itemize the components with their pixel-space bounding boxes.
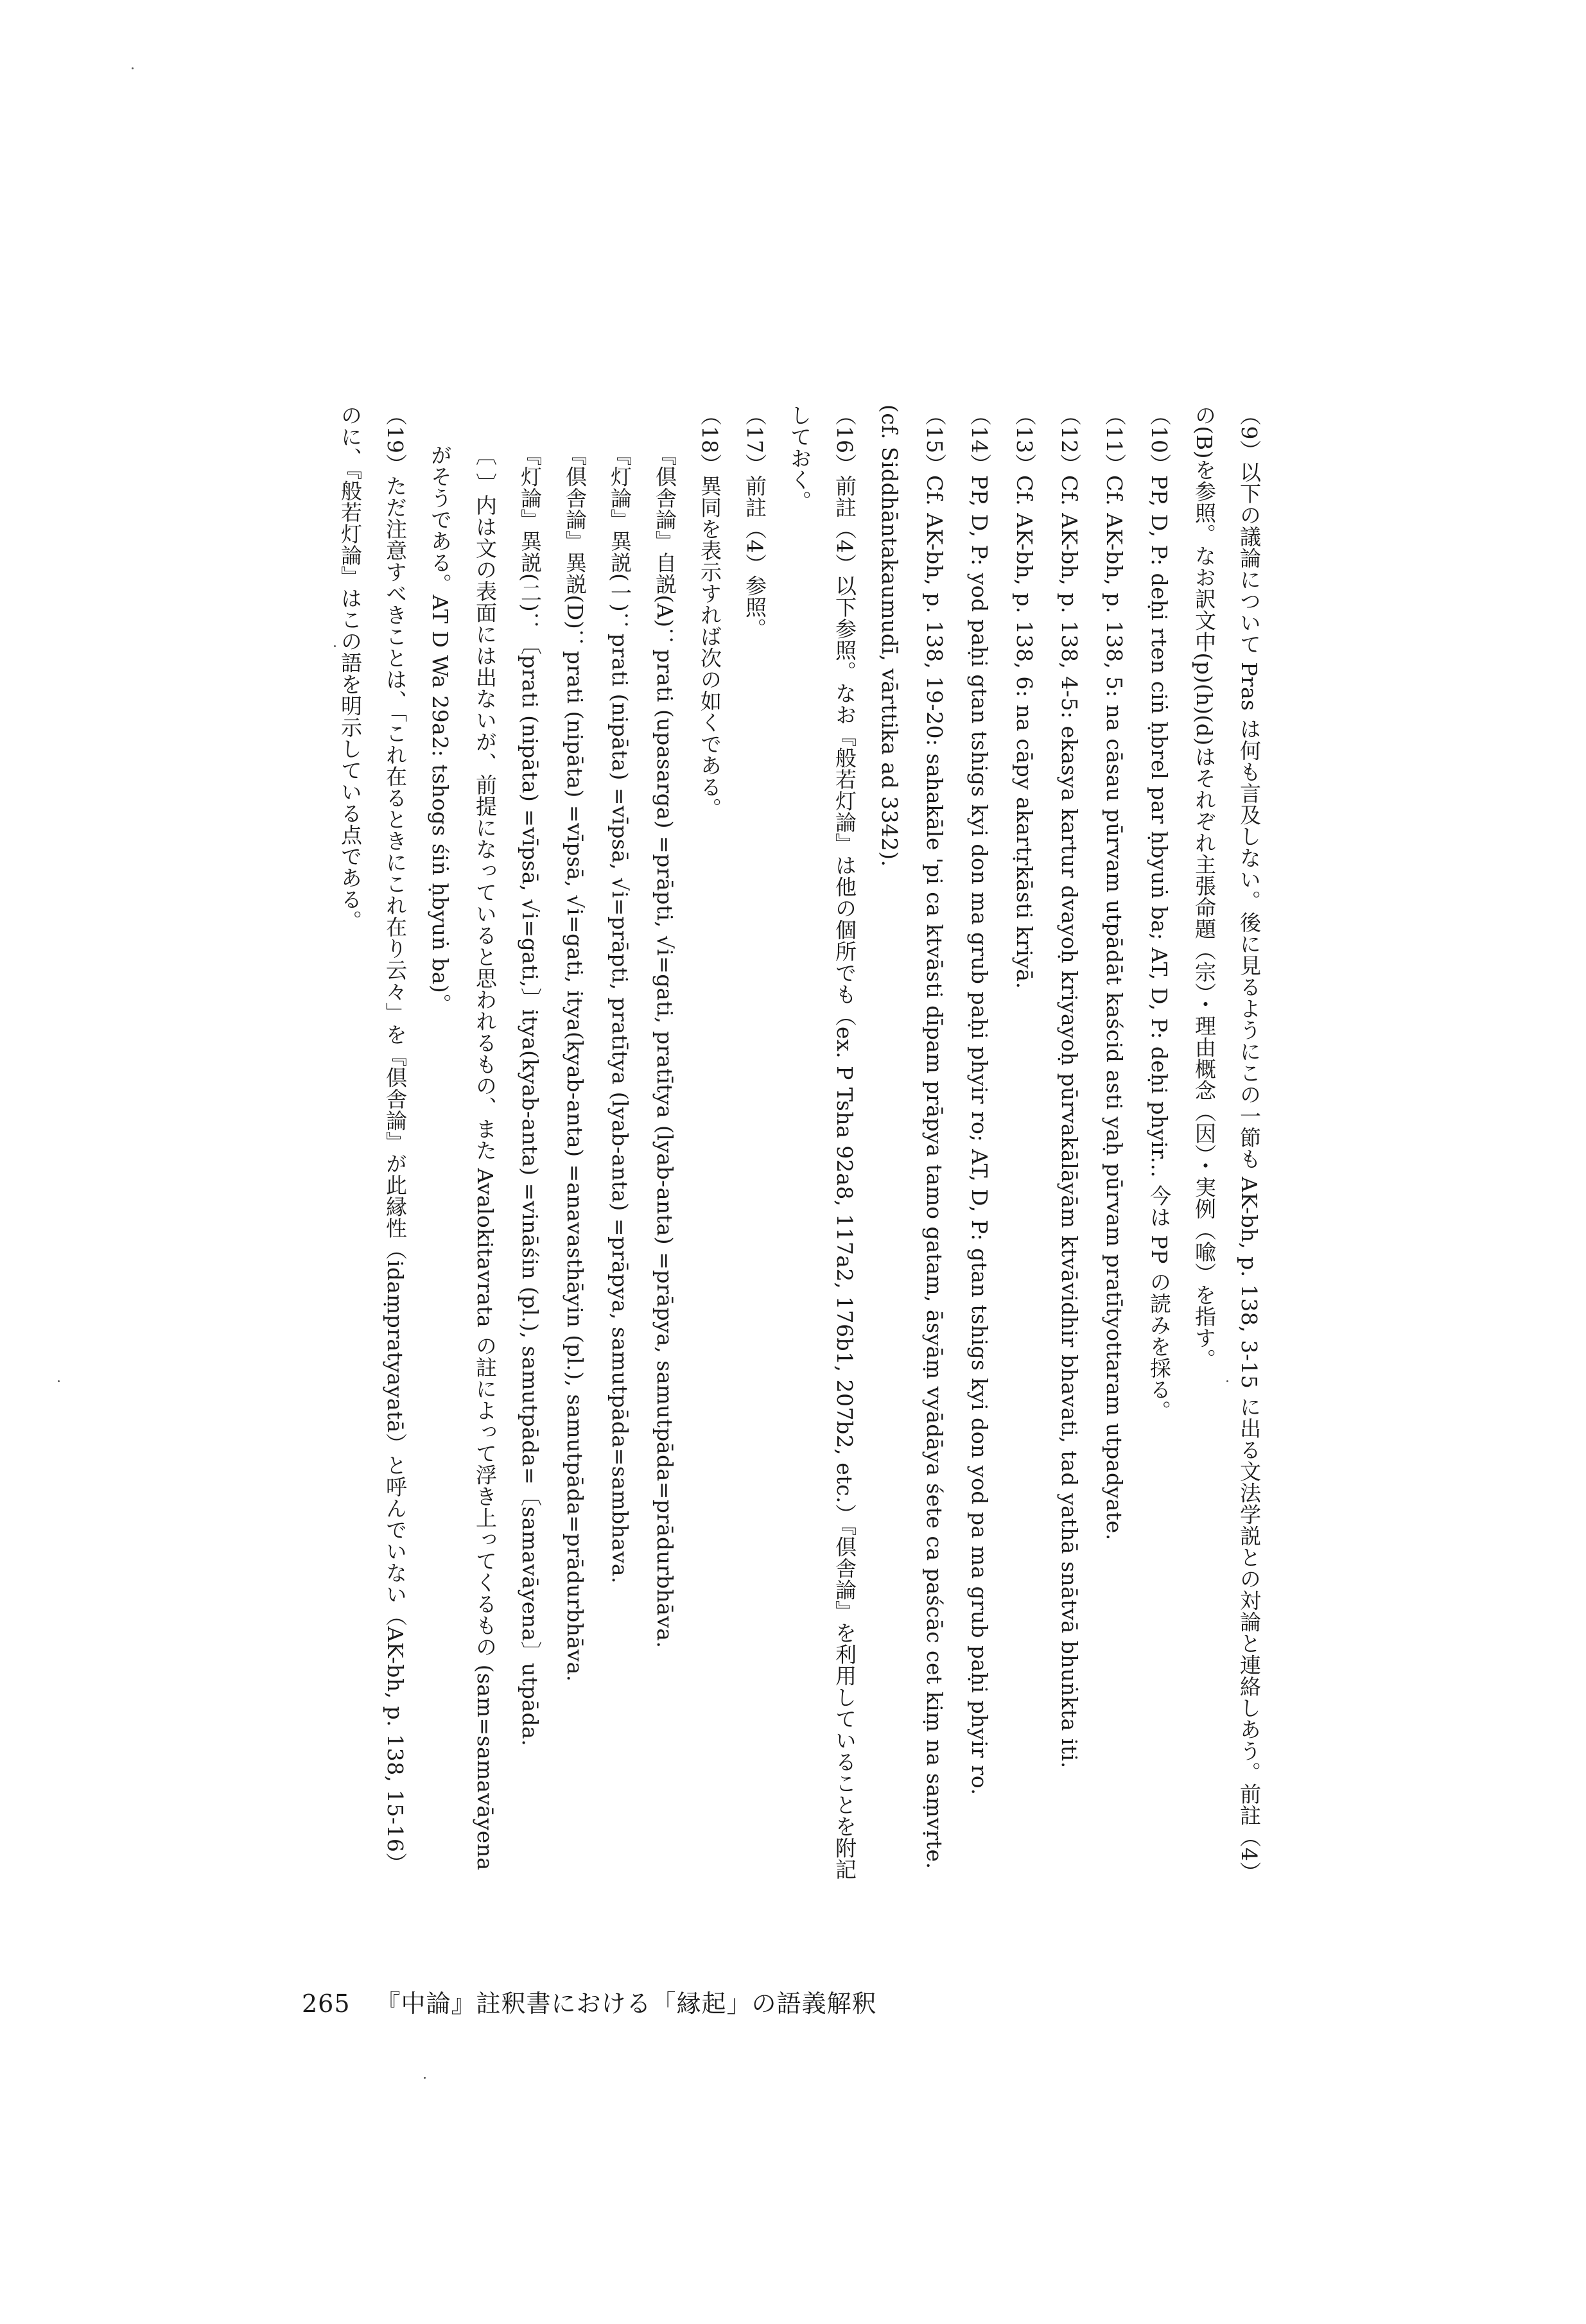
footnote-text: PP, D, P: yod paḥi gtan tshigs kyi don ma grub paḥi phyir ro; AT, D, P: gtan tshigs kyi don yod pa ma grub paḥi phyir ro. [967,475,992,1796]
page-number: 265 [302,1990,351,2018]
footnote-text: 前註（4）以下参照。なお『般若灯論』は他の個所でも（ex. P Tsha 92a8, 117a2, 176b1, 207b2, etc.）『倶舎論』を利用していることを附記しておく。 [787,404,857,1880]
footnote-18-line-d [507,404,552,1894]
footnote-number: （18） [697,404,722,475]
footnote-19 [327,404,417,1894]
footnote-text: 『倶舎論』自説(A)：prati (upasarga) =prāpti, √i=gati, pratītya (lyab-anta) =prāpya, samutpāda=prādurbhāva. [652,444,677,1649]
footnote-18-line-a [642,404,687,1894]
footnote-number: （14） [967,404,992,475]
footnote-18 [687,404,732,1894]
footnote-number: （9） [1237,404,1262,462]
footnote-12 [1047,404,1092,1894]
footnote-18-line-c [552,404,597,1894]
footnote-number: （11） [1102,404,1127,475]
footnote-text: Cf. AK-bh, p. 138, 6: na cāpy akartṛkāsti kriyā. [1012,475,1037,989]
scan-speck [334,645,336,647]
footnote-text: 『灯論』異説(一)：prati (nipāta) =vīpsā, √i=prāpti, pratītya (lyab-anta) =prāpya, samutpāda=sambhava. [607,444,632,1584]
footnote-number: （17） [742,404,767,475]
footnote-text: 『倶舎論』異説(D)：prati (nipāta) =vīpsā, √i=gati, itya(kyab-anta) =anavasthāyin (pl.), samutpāda=prādurbhāva. [562,444,588,1682]
footnote-text: Cf. AK-bh, p. 138, 5: na cāsau pūrvam utpādāt kaścid asti yaḥ pūrvam pratītyottaram utpadyate. [1102,475,1127,1541]
footnote-number: （10） [1147,404,1172,475]
running-footer [302,1984,877,2019]
footnote-text: 異同を表示すれば次の如くである。 [697,475,722,819]
running-title: 『中論』註釈書における「縁起」の語義解釈 [376,1990,877,2018]
footnote-11 [1092,404,1137,1894]
scan-speck [132,67,134,69]
footnote-number: （13） [1012,404,1037,475]
footnote-number: （15） [922,404,947,475]
footnote-text: Cf. AK-bh, p. 138, 4-5: ekasya kartur dvayoḥ kriyayoḥ pūrvakālāyām ktvāvidhir bhavati, tad yathā snātvā bhuṅkta iti. [1057,475,1082,1769]
footnote-text: 〔 〕内は文の表面には出ないが、前提になっていると思われるもの、また Avalokitavrata の註によって浮き上ってくるもの (sam=samavāyena がそうである。AT D Wa 29a2: tshogs śiṅ ḥbyuṅ ba)。 [428,444,498,1871]
footnote-number: （12） [1057,404,1082,475]
scan-speck [1226,1380,1228,1382]
footnotes-column [327,404,1271,1894]
footnote-17 [732,404,777,1894]
footnote-number: （16） [832,404,857,475]
footnote-text: ただ注意すべきことは、「これ在るときにこれ在り云々」を『倶舎論』が此縁性（idaṃpratyayatā）と呼んでいない（AK-bh, p. 138, 15-16）のに、『般若灯論』はこの語を明示している点である。 [338,404,408,1874]
footnote-14 [957,404,1002,1894]
footnote-18-line-e [417,404,507,1894]
footnote-text: 前註（4）参照。 [742,475,767,639]
footnote-text: PP, D, P: deḥi rten ciṅ ḥbrel par ḥbyuṅ ba; AT, D, P: deḥi phyir... 今は PP の読みを採る。 [1147,475,1172,1422]
footnote-10 [1137,404,1181,1894]
footnote-16 [777,404,867,1894]
footnote-text: 『灯論』異説(二)：〔prati (nipāta) =vīpsā, √i=gati,〕itya(kyab-anta) =vināśin (pl.), samutpāda=〔samavāyena〕utpāda. [518,444,543,1747]
footnote-13 [1002,404,1047,1894]
footnote-text: 以下の議論について Pras は何も言及しない。後に見るようにこの一節も AK-bh, p. 138, 3-15 に出る文法学説との対論と連絡しあう。前註（4）の(B)を参照。なお訳文中(p)(h)(d)はそれぞれ主張命題（宗）・理由概念（因）・実例（喩）を指す。 [1192,404,1262,1883]
footnote-number: （19） [383,404,408,475]
scan-speck [424,2077,426,2079]
footnote-18-line-b [597,404,642,1894]
scan-speck [58,1380,60,1382]
footnote-text: Cf. AK-bh, p. 138, 19-20: sahakāle 'pi ca ktvāsti dīpam prāpya tamo gatam, āsyāṃ vyādāya śete ca paścāc cet kiṃ na saṃvṛte. (cf. Siddhāntakaumudī, vārttika ad 3342). [877,404,947,1869]
footnote-9 [1181,404,1271,1894]
footnote-15 [867,404,957,1894]
